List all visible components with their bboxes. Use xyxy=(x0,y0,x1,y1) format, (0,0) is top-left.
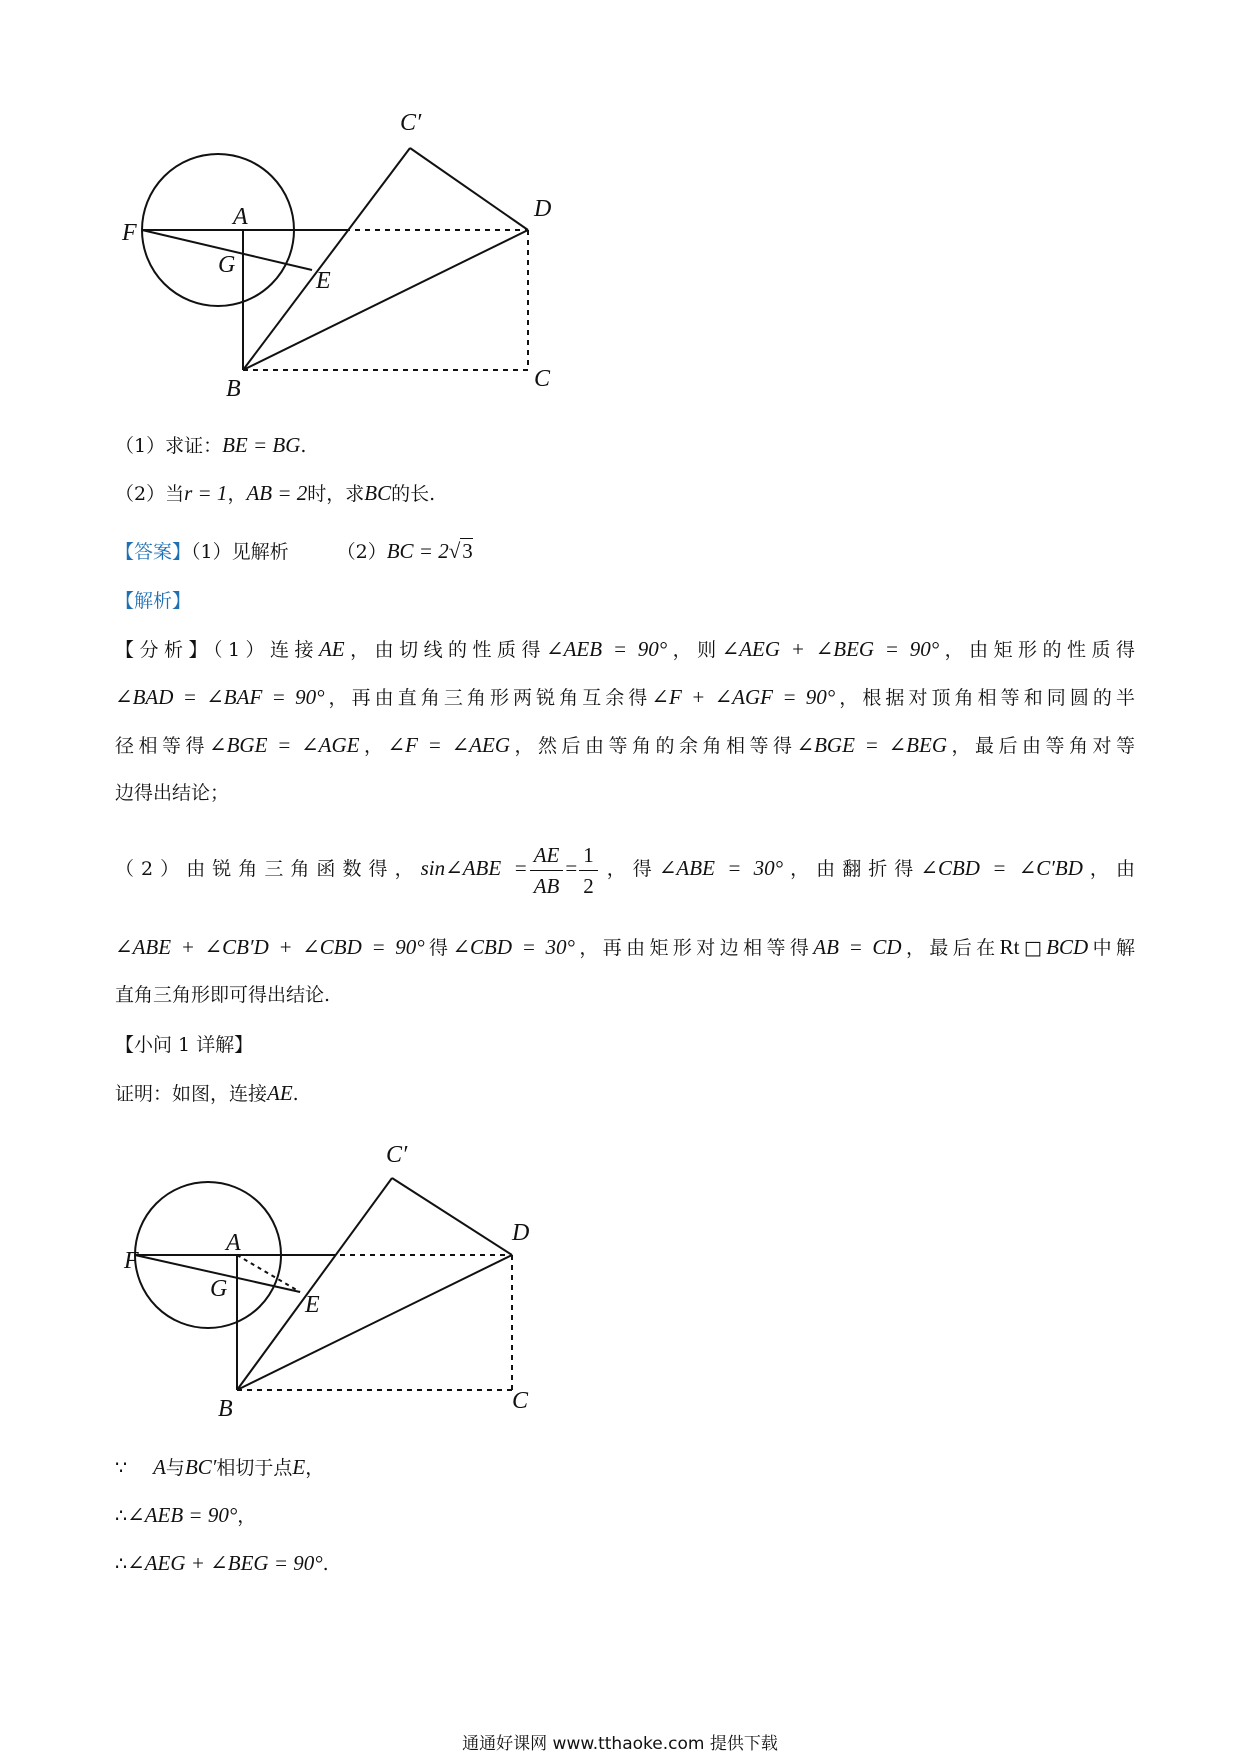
analysis-line-1: 【分析】（1）连接AE，由切线的性质得∠AEB = 90°，则∠AEG + ∠BEG = 90°，由矩形的性质得 xyxy=(115,637,1135,661)
label-f: F xyxy=(122,220,137,246)
analysis-line-2: ∠BAD = ∠BAF = 90°，再由直角三角形两锐角互余得∠F + ∠AGF = 90°，根据对顶角相等和同圆的半 xyxy=(115,685,1135,709)
question-2: （2）当r = 1，AB = 2时，求BC的长. xyxy=(115,481,436,505)
step-3: ∴∠AEG + ∠BEG = 90°. xyxy=(115,1551,329,1575)
segment-bd xyxy=(243,230,528,370)
label-e: E xyxy=(305,1292,320,1318)
label-b: B xyxy=(226,376,241,402)
label-c-prime: C′ xyxy=(400,110,422,136)
page-footer: 通通好课网 www.tthaoke.com 提供下载 xyxy=(462,1734,778,1754)
proof-intro: 证明：如图，连接AE. xyxy=(115,1081,299,1105)
label-c-prime: C′ xyxy=(386,1142,408,1168)
segment-ae-dashed xyxy=(237,1255,300,1292)
question-1: （1）求证：BE = BG. xyxy=(115,433,307,457)
answer-tag: 【答案】 xyxy=(115,541,192,563)
step-1: ∵ A与BC′相切于点E， xyxy=(115,1455,325,1479)
figure-2 xyxy=(124,1140,570,1450)
step-2: ∴∠AEB = 90°， xyxy=(115,1503,257,1527)
analysis-line-4: 边得出结论； xyxy=(115,782,230,804)
label-g: G xyxy=(210,1276,228,1302)
analysis-line-7: 直角三角形即可得出结论. xyxy=(115,984,331,1006)
fraction-ae-ab: $\frac{AE}{AB}$ xyxy=(530,840,564,901)
segment-c-prime-d xyxy=(392,1178,512,1255)
label-c: C xyxy=(534,366,551,392)
label-a: A xyxy=(226,1230,241,1256)
analysis-line-5: （2）由锐角三角函数得，sin∠ABE = $\frac{AE}{AB}$ = $\frac{1}{2}$ ，得∠ABE = 30°，由翻折得∠CBD = ∠C′BD，由 xyxy=(115,836,1135,901)
label-e: E xyxy=(316,268,331,294)
fraction-one-half: $\frac{1}{2}$ xyxy=(579,840,598,901)
detail-heading: 【小问 1 详解】 xyxy=(115,1034,254,1056)
geometry-figure-2 xyxy=(124,1140,570,1450)
label-c: C xyxy=(512,1388,529,1414)
analysis-line-3: 径相等得∠BGE = ∠AGE，∠F = ∠AEG，然后由等角的余角相等得∠BGE = ∠BEG，最后由等角对等 xyxy=(115,733,1135,757)
figure-1 xyxy=(122,100,570,410)
segment-c-prime-d xyxy=(410,148,528,230)
label-b: B xyxy=(218,1396,233,1422)
label-d: D xyxy=(534,196,552,222)
answer-line: 【答案】（1）见解析 （2）BC = 2√3 xyxy=(115,539,473,563)
analysis-heading: 【解析】 xyxy=(115,590,192,612)
label-f: F xyxy=(124,1248,139,1274)
label-g: G xyxy=(218,252,236,278)
analysis-line-6: ∠ABE + ∠CB′D + ∠CBD = 90°得∠CBD = 30°，再由矩形对边相等得AB = CD，最后在Rt□BCD中解 xyxy=(115,935,1135,959)
label-d: D xyxy=(512,1220,530,1246)
label-a: A xyxy=(233,204,248,230)
geometry-figure-1 xyxy=(122,100,570,410)
